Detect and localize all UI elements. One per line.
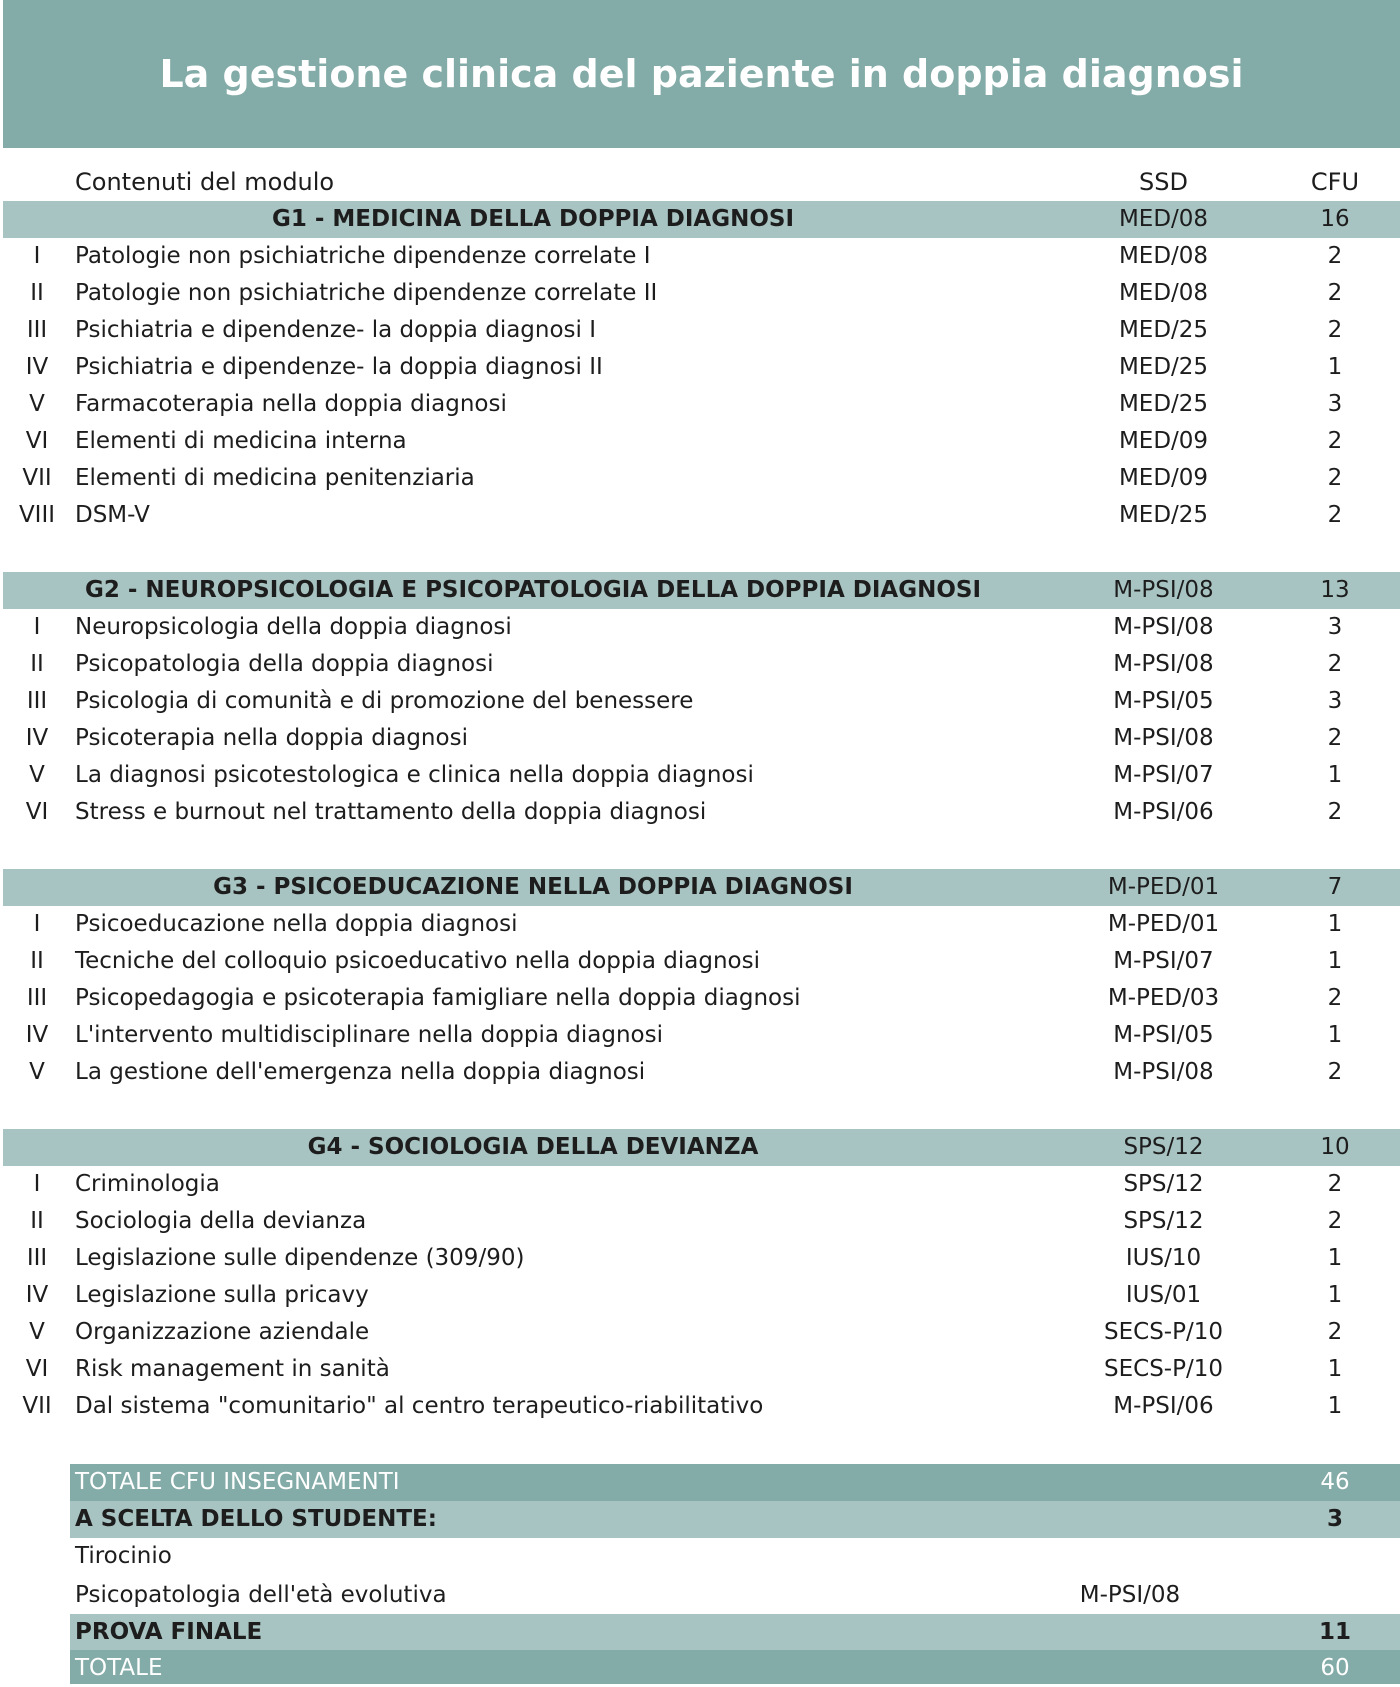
row-number: V	[29, 1319, 45, 1345]
table-row	[0, 980, 1400, 1017]
header-ssd: SSD	[1139, 168, 1188, 196]
course-name: Legislazione sulla pricavy	[75, 1282, 369, 1308]
course-ssd: MED/25	[1118, 391, 1209, 417]
course-ssd: MED/08	[1118, 243, 1209, 269]
row-number: I	[33, 243, 41, 269]
group-ssd: M-PED/01	[1107, 874, 1220, 900]
course-ssd: SPS/12	[1123, 1171, 1204, 1197]
course-ssd: MED/25	[1118, 354, 1209, 380]
group-title: G1 - MEDICINA DELLA DOPPIA DIAGNOSI	[271, 206, 795, 232]
table-row	[0, 497, 1400, 534]
course-cfu: 3	[1327, 614, 1343, 640]
group-title: G3 - PSICOEDUCAZIONE NELLA DOPPIA DIAGNOSI	[213, 874, 853, 900]
course-cfu: 2	[1327, 1171, 1343, 1197]
course-ssd: M-PSI/05	[1113, 1022, 1214, 1048]
totale-value: 60	[1320, 1655, 1350, 1681]
row-number: IV	[25, 354, 49, 380]
table-row	[0, 757, 1400, 794]
course-ssd: M-PED/03	[1107, 985, 1220, 1011]
course-ssd: MED/09	[1118, 465, 1209, 491]
table-row	[0, 1240, 1400, 1277]
course-name: Organizzazione aziendale	[75, 1319, 370, 1345]
course-cfu: 1	[1327, 948, 1343, 974]
page-title: La gestione clinica del paziente in doppia diagnosi	[159, 52, 1244, 96]
row-number: III	[26, 317, 48, 343]
course-ssd: MED/25	[1118, 317, 1209, 343]
table-row	[0, 423, 1400, 460]
course-cfu: 3	[1327, 688, 1343, 714]
course-name: La diagnosi psicotestologica e clinica nella doppia diagnosi	[75, 762, 754, 788]
prova-finale-band	[70, 1614, 1400, 1651]
table-row	[0, 349, 1400, 386]
course-cfu: 2	[1327, 465, 1343, 491]
course-name: Psichiatria e dipendenze- la doppia diagnosi I	[75, 317, 597, 343]
course-cfu: 2	[1327, 1208, 1343, 1234]
elective-value: 3	[1326, 1506, 1343, 1532]
table-row	[0, 1017, 1400, 1054]
course-cfu: 2	[1327, 1059, 1343, 1085]
course-ssd: SECS-P/10	[1104, 1356, 1223, 1382]
course-cfu: 2	[1327, 502, 1343, 528]
course-cfu: 2	[1327, 651, 1343, 677]
elective-label: A SCELTA DELLO STUDENTE:	[75, 1506, 437, 1532]
psicopatologia-row	[0, 1577, 1400, 1614]
table-row	[0, 460, 1400, 497]
group-cfu: 13	[1320, 577, 1350, 603]
row-number: I	[33, 911, 41, 937]
row-number: VI	[25, 428, 49, 454]
course-name: Psicoterapia nella doppia diagnosi	[75, 725, 468, 751]
course-name: Psicologia di comunità e di promozione del benessere	[75, 688, 694, 714]
course-cfu: 1	[1327, 911, 1343, 937]
title-bar	[3, 0, 1400, 148]
course-ssd: M-PSI/08	[1113, 651, 1214, 677]
row-number: II	[30, 1208, 44, 1234]
table-row	[0, 646, 1400, 683]
course-ssd: M-PSI/06	[1113, 1393, 1214, 1419]
group-header-row	[0, 869, 1400, 906]
course-cfu: 1	[1327, 1356, 1343, 1382]
row-number: IV	[25, 725, 49, 751]
row-number: VII	[22, 465, 52, 491]
course-ssd: MED/25	[1118, 502, 1209, 528]
table-row	[0, 794, 1400, 831]
course-name: Legislazione sulle dipendenze (309/90)	[75, 1245, 525, 1271]
group-header-row	[0, 1129, 1400, 1166]
prova-finale-row	[0, 1614, 1400, 1651]
group-ssd: M-PSI/08	[1113, 577, 1214, 603]
course-ssd: M-PSI/08	[1113, 614, 1214, 640]
course-cfu: 2	[1327, 280, 1343, 306]
course-name: Psicopedagogia e psicoterapia famigliare nella doppia diagnosi	[75, 985, 801, 1011]
course-name: Dal sistema "comunitario" al centro terapeutico-riabilitativo	[75, 1393, 764, 1419]
course-cfu: 3	[1327, 391, 1343, 417]
course-name: Criminologia	[75, 1171, 220, 1197]
course-ssd: M-PSI/05	[1113, 688, 1214, 714]
course-name: Psichiatria e dipendenze- la doppia diagnosi II	[75, 354, 603, 380]
header-cfu: CFU	[1310, 168, 1360, 196]
course-ssd: SPS/12	[1123, 1208, 1204, 1234]
group-title: G4 - SOCIOLOGIA DELLA DEVIANZA	[307, 1134, 759, 1160]
group-header-row	[0, 201, 1400, 238]
course-ssd: MED/09	[1118, 428, 1209, 454]
prova-finale-value: 11	[1318, 1619, 1351, 1645]
row-number: V	[29, 762, 45, 788]
course-cfu: 1	[1327, 1393, 1343, 1419]
course-ssd: M-PSI/07	[1113, 948, 1214, 974]
table-header	[0, 164, 1400, 201]
table-row	[0, 943, 1400, 980]
course-name: L'intervento multidisciplinare nella doppia diagnosi	[75, 1022, 664, 1048]
course-ssd: M-PSI/06	[1113, 799, 1214, 825]
table-row	[0, 1314, 1400, 1351]
course-name: Patologie non psichiatriche dipendenze correlate II	[75, 280, 658, 306]
course-cfu: 1	[1327, 762, 1343, 788]
course-cfu: 2	[1327, 428, 1343, 454]
course-name: Elementi di medicina interna	[75, 428, 407, 454]
group-cfu: 10	[1320, 1134, 1350, 1160]
table-row	[0, 1277, 1400, 1314]
row-number: V	[29, 1059, 45, 1085]
totale-label: TOTALE	[75, 1655, 163, 1681]
group-cfu: 7	[1327, 874, 1343, 900]
table-row	[0, 1203, 1400, 1240]
group-cfu: 16	[1320, 206, 1350, 232]
course-name: Psicopatologia della doppia diagnosi	[75, 651, 494, 677]
course-name: Elementi di medicina penitenziaria	[75, 465, 475, 491]
psicopatologia-label: Psicopatologia dell'età evolutiva	[75, 1582, 447, 1608]
course-ssd: M-PSI/07	[1113, 762, 1214, 788]
table-row	[0, 1351, 1400, 1388]
course-name: Tecniche del colloquio psicoeducativo nella doppia diagnosi	[75, 948, 761, 974]
course-name: Farmacoterapia nella doppia diagnosi	[75, 391, 507, 417]
table-row	[0, 1054, 1400, 1091]
course-cfu: 2	[1327, 317, 1343, 343]
row-number: VI	[25, 799, 49, 825]
totale-band	[70, 1650, 1400, 1684]
table-row	[0, 683, 1400, 720]
course-ssd: IUS/01	[1125, 1282, 1202, 1308]
row-number: VI	[25, 1356, 49, 1382]
course-name: Neuropsicologia della doppia diagnosi	[75, 614, 512, 640]
course-cfu: 1	[1327, 1022, 1343, 1048]
course-ssd: SECS-P/10	[1104, 1319, 1223, 1345]
table-row	[0, 275, 1400, 312]
tirocinio-label: Tirocinio	[75, 1543, 172, 1569]
row-number: IV	[25, 1022, 49, 1048]
row-number: III	[26, 985, 48, 1011]
group-ssd: SPS/12	[1123, 1134, 1204, 1160]
total-cfu-row	[0, 1464, 1400, 1501]
course-cfu: 2	[1327, 243, 1343, 269]
row-number: VII	[22, 1393, 52, 1419]
course-cfu: 1	[1327, 354, 1343, 380]
table-row	[0, 720, 1400, 757]
table-row	[0, 386, 1400, 423]
course-name: Psicoeducazione nella doppia diagnosi	[75, 911, 518, 937]
table-row	[0, 906, 1400, 943]
course-ssd: M-PSI/08	[1113, 1059, 1214, 1085]
course-name: Risk management in sanità	[75, 1356, 390, 1382]
row-number: I	[33, 1171, 41, 1197]
course-ssd: IUS/10	[1125, 1245, 1202, 1271]
course-cfu: 2	[1327, 985, 1343, 1011]
row-number: III	[26, 688, 48, 714]
row-number: II	[30, 948, 44, 974]
row-number: III	[26, 1245, 48, 1271]
row-number: IV	[25, 1282, 49, 1308]
course-cfu: 2	[1327, 1319, 1343, 1345]
course-cfu: 2	[1327, 725, 1343, 751]
table-row	[0, 609, 1400, 646]
course-name: Sociologia della devianza	[75, 1208, 367, 1234]
row-number: II	[30, 280, 44, 306]
course-name: Stress e burnout nel trattamento della doppia diagnosi	[75, 799, 707, 825]
table-row	[0, 238, 1400, 275]
group-header-row	[0, 572, 1400, 609]
group-ssd: MED/08	[1118, 206, 1209, 232]
course-cfu: 1	[1327, 1282, 1343, 1308]
row-number: V	[29, 391, 45, 417]
group-title: G2 - NEUROPSICOLOGIA E PSICOPATOLOGIA DELLA DOPPIA DIAGNOSI	[84, 577, 982, 603]
header-contents: Contenuti del modulo	[75, 168, 335, 196]
prova-finale-label: PROVA FINALE	[75, 1619, 263, 1645]
course-ssd: M-PED/01	[1107, 911, 1220, 937]
course-ssd: MED/08	[1118, 280, 1209, 306]
total-cfu-value: 46	[1320, 1469, 1350, 1495]
course-name: Patologie non psichiatriche dipendenze correlate I	[75, 243, 651, 269]
tirocinio-row	[0, 1538, 1400, 1575]
table-row	[0, 1166, 1400, 1203]
table-row	[0, 312, 1400, 349]
elective-row	[0, 1501, 1400, 1538]
psicopatologia-ssd: M-PSI/08	[1079, 1582, 1181, 1608]
table-row	[0, 1388, 1400, 1425]
row-number: II	[30, 651, 44, 677]
course-cfu: 2	[1327, 799, 1343, 825]
row-number: VIII	[18, 502, 56, 528]
row-number: I	[33, 614, 41, 640]
course-ssd: M-PSI/08	[1113, 725, 1214, 751]
course-cfu: 1	[1327, 1245, 1343, 1271]
total-cfu-label: TOTALE CFU INSEGNAMENTI	[75, 1469, 400, 1495]
course-name: La gestione dell'emergenza nella doppia diagnosi	[75, 1059, 646, 1085]
totale-row	[0, 1650, 1400, 1684]
course-name: DSM-V	[75, 502, 150, 528]
